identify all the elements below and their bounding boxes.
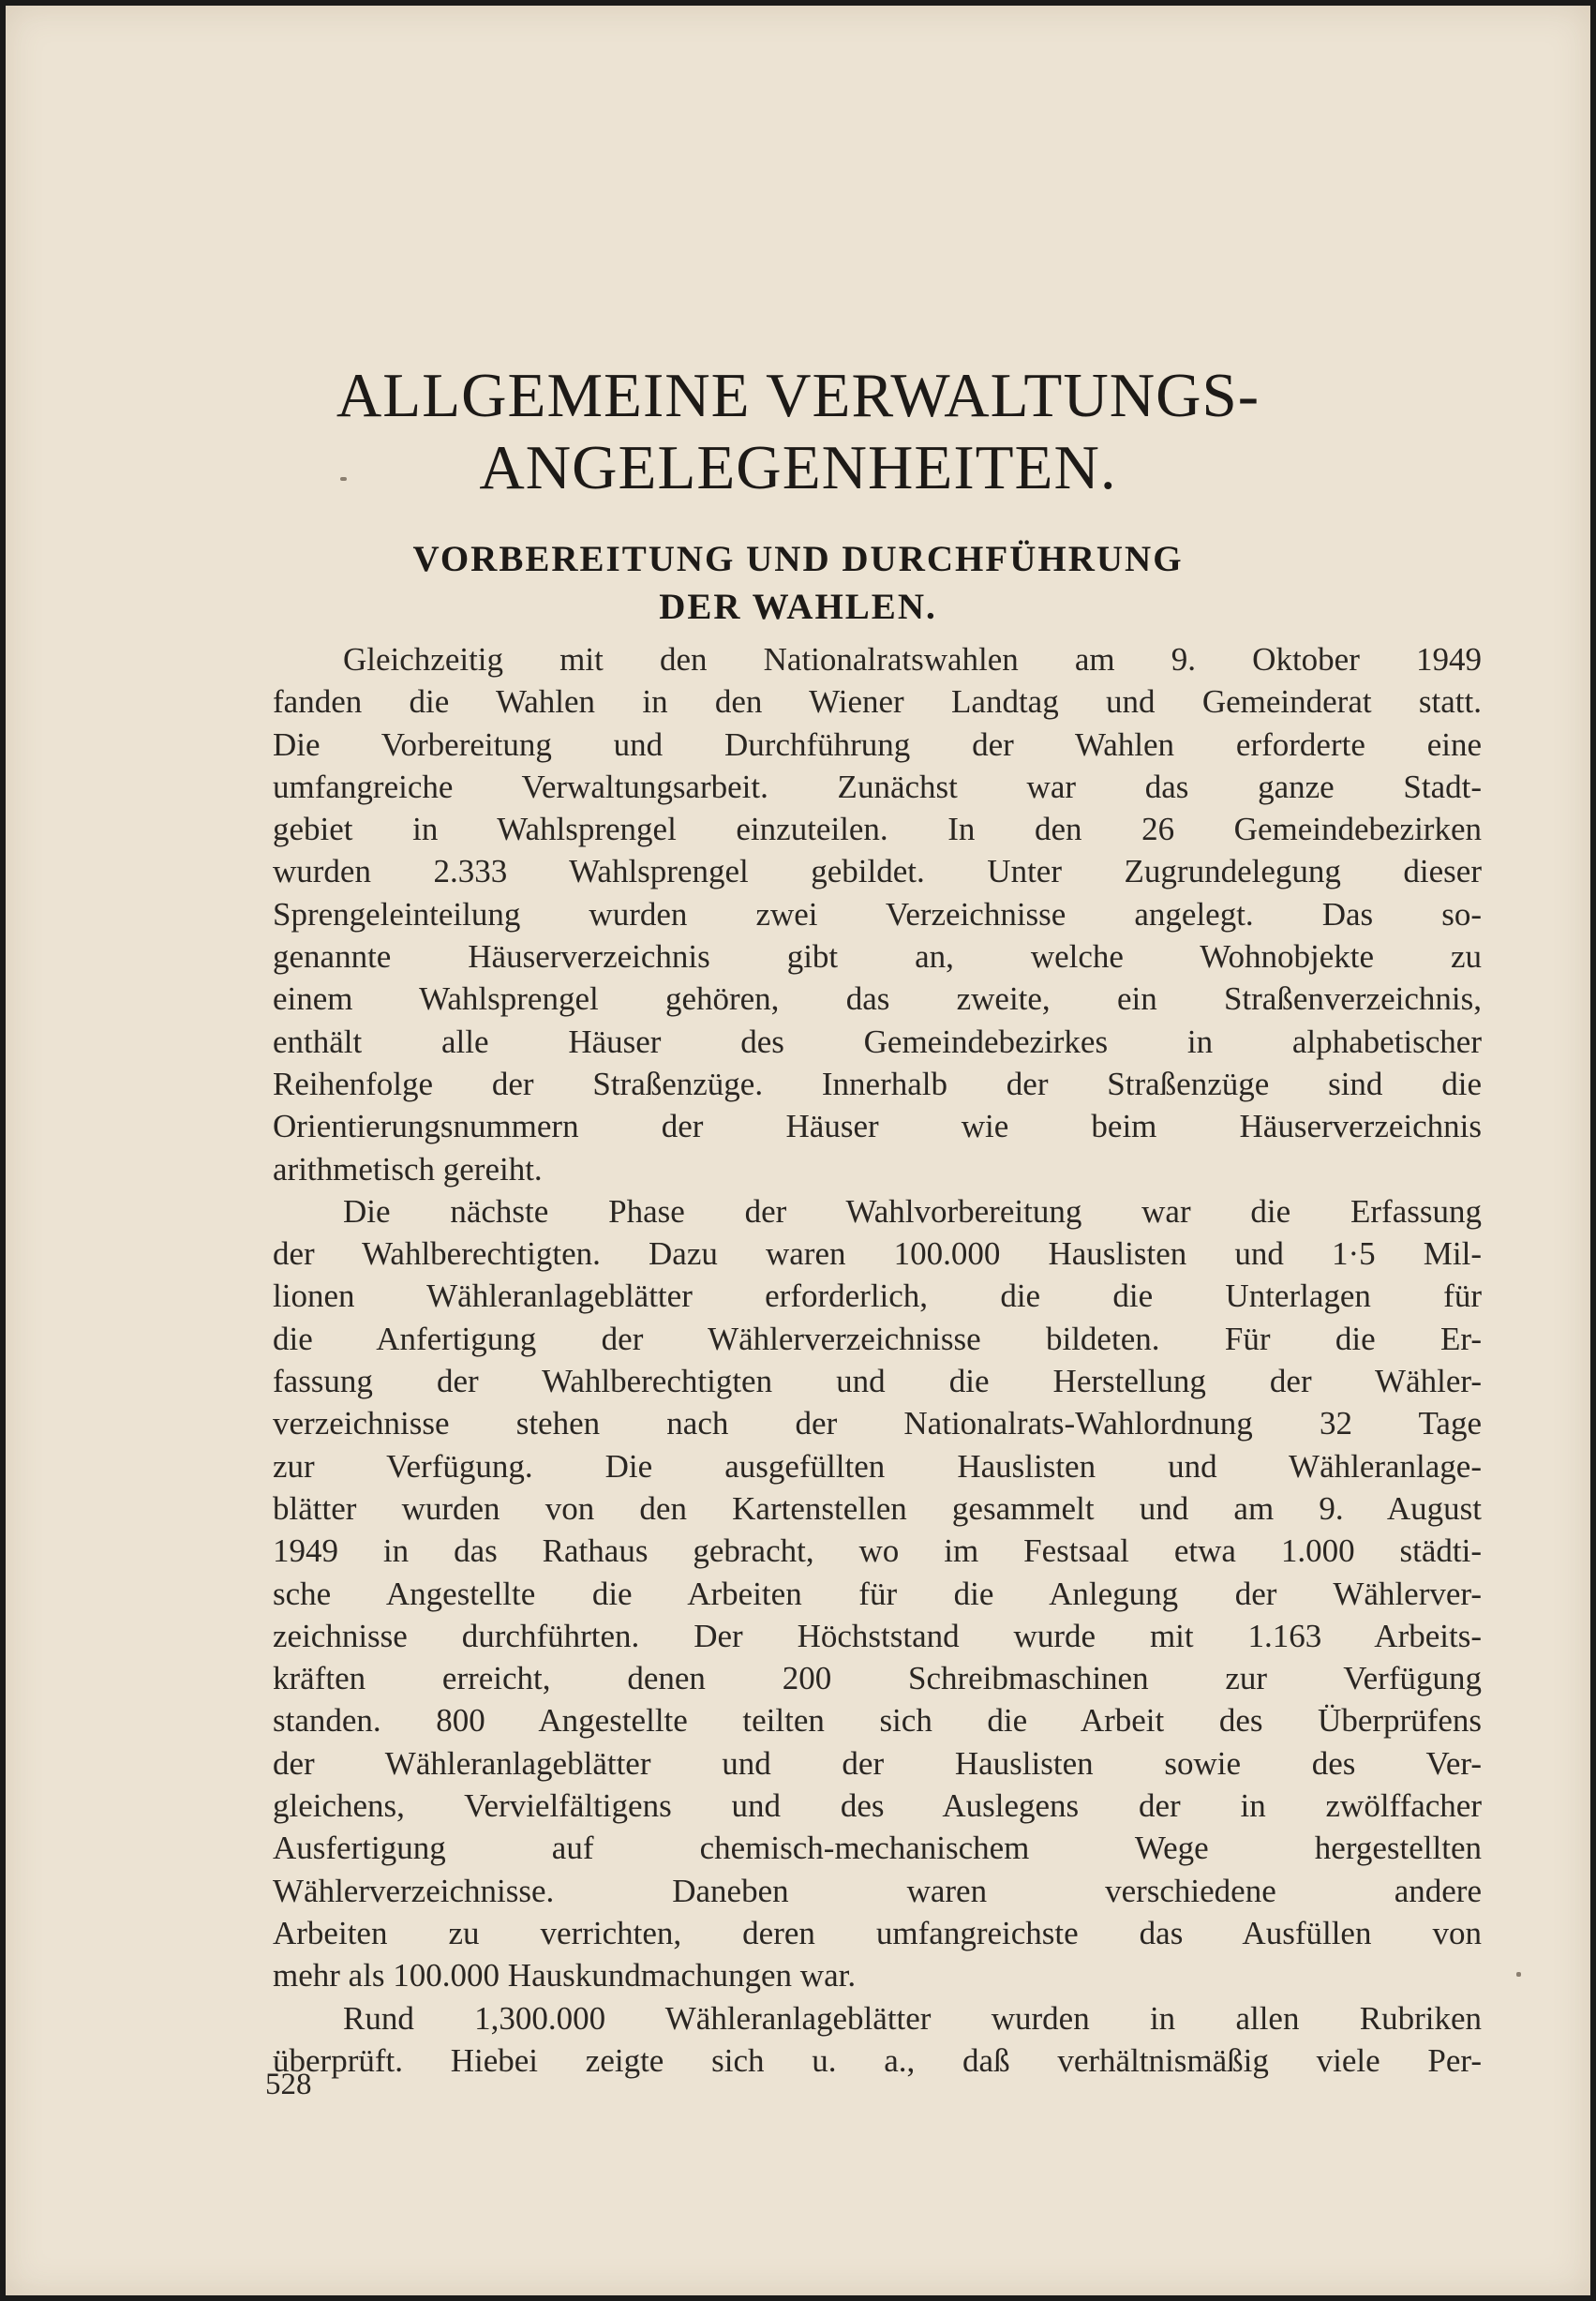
page-number: 528: [265, 2068, 312, 2101]
body-line: Reihenfolge der Straßenzüge. Innerhalb der Straßenzüge sind die: [273, 1065, 1482, 1102]
section-title-line-1: VORBEREITUNG UND DURCHFÜHRUNG: [412, 539, 1184, 579]
body-line: fanden die Wahlen in den Wiener Landtag und Gemeinderat statt.: [273, 683, 1482, 721]
body-line: die Anfertigung der Wählerverzeichnisse bildeten. Für die Er-: [273, 1320, 1482, 1357]
body-line: arithmetisch gereiht.: [273, 1150, 543, 1188]
body-line: Sprengeleinteilung wurden zwei Verzeichnisse angelegt. Das so-: [273, 895, 1482, 933]
body-line: gebiet in Wahlsprengel einzuteilen. In den 26 Gemeindebezirken: [273, 811, 1482, 848]
body-line: Die Vorbereitung und Durchführung der Wahlen erforderte eine: [273, 725, 1482, 763]
body-line: Rund 1,300.000 Wähleranlageblätter wurden in allen Rubriken: [343, 1999, 1482, 2037]
body-line: blätter wurden von den Kartenstellen gesammelt und am 9. August: [273, 1489, 1482, 1527]
body-line: der Wähleranlageblätter und der Hauslisten sowie des Ver-: [273, 1744, 1482, 1782]
body-line: mehr als 100.000 Hauskundmachungen war.: [273, 1957, 857, 1995]
body-line: einem Wahlsprengel gehören, das zweite, ein Straßenverzeichnis,: [273, 980, 1482, 1018]
body-line: überprüft. Hiebei zeigte sich u. a., daß verhältnismäßig viele Per-: [273, 2041, 1482, 2079]
body-line: Die nächste Phase der Wahlvorbereitung war die Erfassung: [343, 1192, 1482, 1230]
body-line: kräften erreicht, denen 200 Schreibmaschinen zur Verfügung: [273, 1660, 1482, 1697]
body-line: genannte Häuserverzeichnis gibt an, welche Wohnobjekte zu: [273, 938, 1482, 976]
body-line: umfangreiche Verwaltungsarbeit. Zunächst war das ganze Stadt-: [273, 768, 1482, 805]
body-line: gleichens, Vervielfältigens und des Auslegens der in zwölffacher: [273, 1787, 1482, 1825]
body-line: Arbeiten zu verrichten, deren umfangreichste das Ausfüllen von: [273, 1914, 1482, 1951]
body-line: der Wahlberechtigten. Dazu waren 100.000 Hauslisten und 1·5 Mil-: [273, 1235, 1482, 1273]
body-line: zeichnisse durchführten. Der Höchststand wurde mit 1.163 Arbeits-: [273, 1617, 1482, 1654]
body-line: Wählerverzeichnisse. Daneben waren verschiedene andere: [273, 1872, 1482, 1909]
paper-speck: [1516, 1972, 1521, 1977]
body-line: sche Angestellte die Arbeiten für die Anlegung der Wählerver-: [273, 1575, 1482, 1612]
body-line: 1949 in das Rathaus gebracht, wo im Festsaal etwa 1.000 städti-: [273, 1532, 1482, 1570]
body-line: Orientierungsnummern der Häuser wie beim Häuserverzeichnis: [273, 1108, 1482, 1145]
body-line: wurden 2.333 Wahlsprengel gebildet. Unter Zugrundelegung dieser: [273, 853, 1482, 890]
body-text: [273, 638, 1482, 2082]
body-line: zur Verfügung. Die ausgefüllten Hauslisten und Wähleranlage-: [273, 1447, 1482, 1485]
page-title-line-2: ANGELEGENHEITEN.: [479, 433, 1117, 502]
body-line: lionen Wähleranlageblätter erforderlich, die die Unterlagen für: [273, 1278, 1482, 1315]
body-line: enthält alle Häuser des Gemeindebezirkes in alphabetischer: [273, 1023, 1482, 1060]
body-line: verzeichnisse stehen nach der Nationalrats-Wahlordnung 32 Tage: [273, 1405, 1482, 1442]
body-line: Ausfertigung auf chemisch-mechanischem Wege hergestellten: [273, 1830, 1482, 1867]
page-title-line-1: ALLGEMEINE VERWALTUNGS-: [336, 361, 1260, 430]
body-line: Gleichzeitig mit den Nationalratswahlen am 9. Oktober 1949: [343, 641, 1482, 678]
document-page: [6, 6, 1590, 2295]
body-line: fassung der Wahlberechtigten und die Herstellung der Wähler-: [273, 1363, 1482, 1400]
section-title-line-2: DER WAHLEN.: [659, 587, 937, 627]
body-line: standen. 800 Angestellte teilten sich die Arbeit des Überprüfens: [273, 1702, 1482, 1740]
paper-speck: [340, 477, 347, 481]
